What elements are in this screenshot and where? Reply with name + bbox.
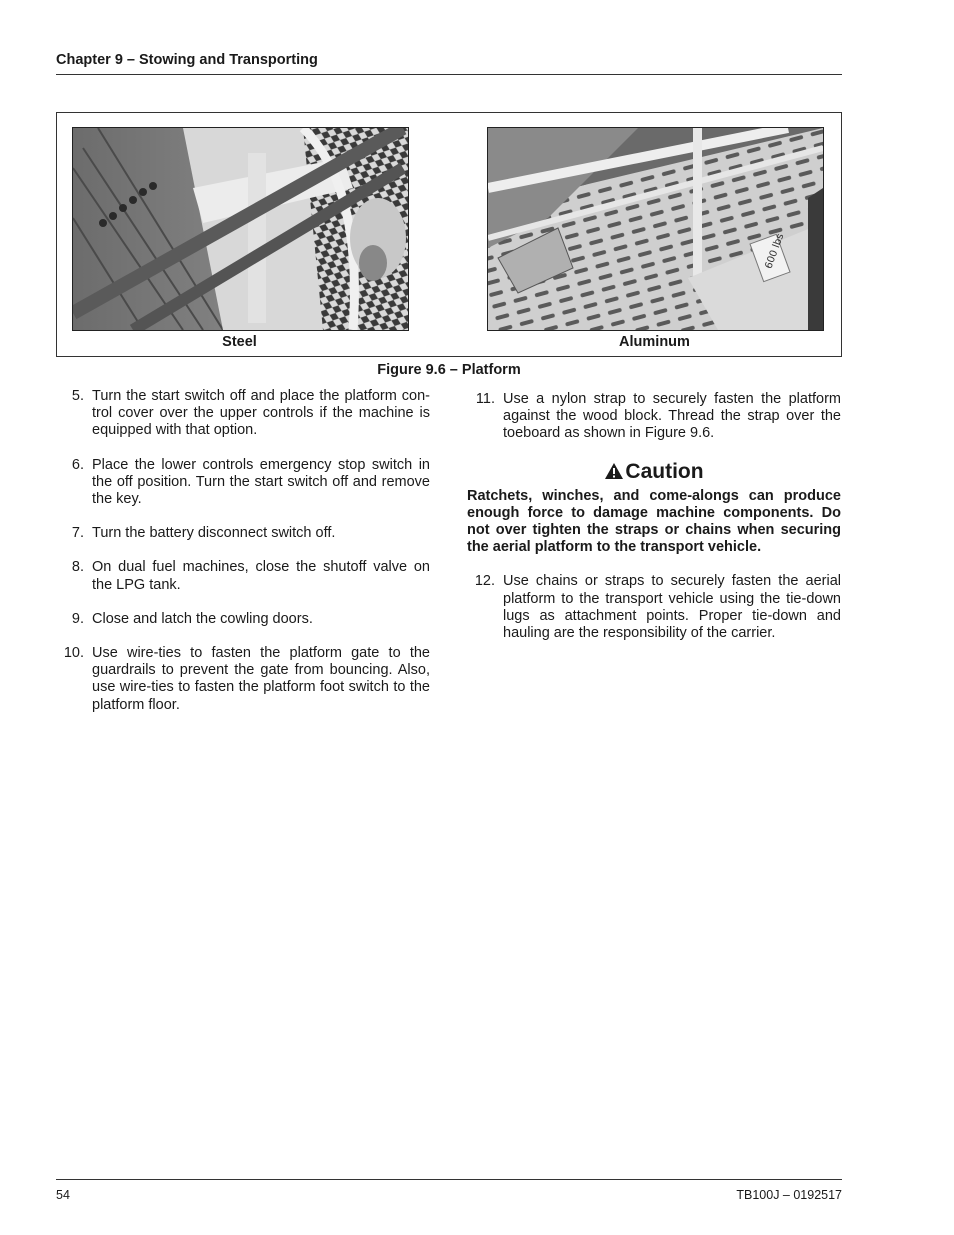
steel-platform-photo [72, 127, 409, 331]
left-column [56, 388, 430, 731]
aluminum-platform-photo [487, 127, 824, 331]
page-footer [56, 1179, 842, 1202]
aluminum-caption: Aluminum [619, 334, 690, 350]
steps-list-right [467, 391, 841, 443]
warning-triangle-icon [604, 462, 624, 480]
list-item: 5. Turn the start switch off and place the platform con-trol cover over the upper controls if the machine is equipped with that option. [71, 388, 430, 439]
caution-title: Caution [625, 459, 704, 483]
right-column [467, 391, 841, 659]
caution-heading [467, 460, 841, 484]
document-id: TB100J – 0192517 [736, 1188, 842, 1202]
list-item: 11. Use a nylon strap to securely fasten the platform against the wood block. Thread the strap over the toeboard as shown in Figure 9.6. [475, 391, 841, 442]
list-item: 6. Place the lower controls emergency stop switch in the off position. Turn the start switch off and remove the key. [71, 456, 430, 508]
list-item: 10. Use wire-ties to fasten the platform gate to the guardrails to prevent the gate from bouncing. Also, use wire-ties to fasten the platform foot switch to the platform floor. [63, 645, 430, 713]
steel-caption: Steel [222, 334, 257, 350]
figure-platform [56, 112, 842, 357]
chapter-header: Chapter 9 – Stowing and Transporting [56, 52, 842, 75]
steps-list-right-after [467, 573, 841, 642]
list-item: 8. On dual fuel machines, close the shutoff valve on the LPG tank. [71, 559, 430, 593]
caution-text: Ratchets, winches, and come-alongs can produce enough force to damage machine components. Do not over tighten the straps or chains when securing the aerial platform to the transport vehicle. [467, 487, 841, 556]
page-number: 54 [56, 1188, 70, 1202]
list-item: 12. Use chains or straps to securely fasten the aerial platform to the transport vehicle using the tie-down lugs as attachment points. Proper tie-down and hauling are the responsibility of the carrier. [474, 573, 841, 642]
figure-title: Figure 9.6 – Platform [377, 362, 521, 378]
steps-list-left [56, 388, 430, 714]
load-rating-label: 600 lbs [763, 232, 787, 271]
list-item: 7. Turn the battery disconnect switch off. [71, 525, 336, 542]
list-item: 9. Close and latch the cowling doors. [71, 610, 313, 627]
